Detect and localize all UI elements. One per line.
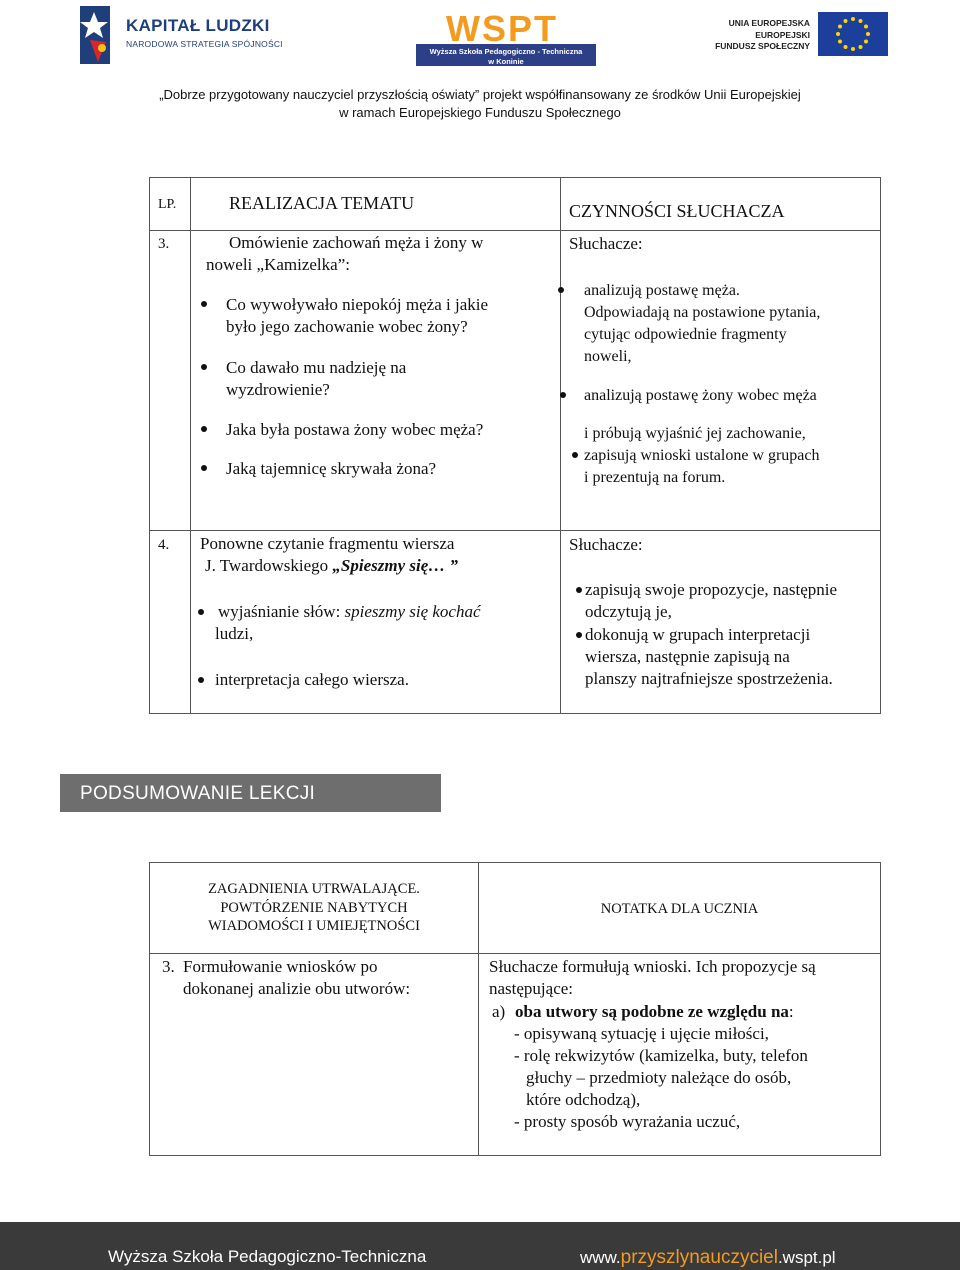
bullet-icon bbox=[558, 287, 564, 293]
eu-line-2: EUROPEJSKI bbox=[755, 30, 810, 40]
kapital-ludzki-emblem-icon bbox=[76, 2, 122, 68]
summary-left-header bbox=[150, 880, 478, 936]
summary-left-line-2: dokonanej analizie obu utworów: bbox=[183, 979, 411, 998]
bullet-icon bbox=[198, 677, 204, 683]
note-line-8: - prosty sposób wyrażania uczuć, bbox=[514, 1112, 741, 1131]
col-divider-1 bbox=[190, 177, 191, 714]
summary-left-number: 3. bbox=[162, 957, 175, 976]
footer-url-prefix: www. bbox=[580, 1248, 621, 1267]
note-line-6: głuchy – przedmioty należące do osób, bbox=[526, 1068, 792, 1087]
summary-left-line-1: Formułowanie wniosków po bbox=[183, 957, 378, 976]
bullet-icon bbox=[576, 632, 582, 638]
note-point-a-label: a) bbox=[492, 1002, 506, 1021]
activity-2: analizują postawę żony wobec męża bbox=[584, 387, 817, 404]
summary-section-heading bbox=[60, 774, 441, 812]
activity-3-line-2: zapisują wnioski ustalone w grupach bbox=[584, 447, 820, 464]
bullet-icon bbox=[560, 392, 566, 398]
activity-1-line-2: odczytują je, bbox=[585, 602, 672, 621]
kapital-ludzki-title: KAPITAŁ LUDZKI bbox=[126, 16, 270, 35]
wspt-logo bbox=[386, 6, 618, 66]
note-point-a bbox=[515, 1001, 794, 1023]
eu-line-3: FUNDUSZ SPOŁECZNY bbox=[715, 41, 810, 51]
row-number: 4. bbox=[158, 537, 170, 553]
eu-flag-icon bbox=[818, 12, 888, 56]
activity-2-line-3: planszy najtrafniejsze spostrzeżenia. bbox=[585, 669, 833, 688]
activity-1-line-3: cytując odpowiednie fragmenty bbox=[584, 326, 787, 343]
task-1-prefix: wyjaśnianie słów: bbox=[218, 602, 345, 621]
activity-1-line-1: analizują postawę męża. bbox=[584, 282, 740, 299]
note-point-a-bold: oba utwory są podobne ze względu na bbox=[515, 1002, 789, 1021]
note-point-a-colon: : bbox=[788, 1002, 794, 1021]
poet-name: J. Twardowskiego bbox=[205, 556, 333, 575]
header-lp: LP. bbox=[158, 197, 177, 212]
footer-website-link[interactable] bbox=[580, 1247, 836, 1269]
project-caption-line-2: w ramach Europejskiego Funduszu Społecznego bbox=[339, 105, 621, 120]
bullet-icon bbox=[198, 609, 204, 615]
question-3: Jaka była postawa żony wobec męża? bbox=[226, 420, 484, 439]
kapital-ludzki-logo bbox=[76, 2, 286, 68]
summary-left-header-line-2: POWTÓRZENIE NABYTYCH bbox=[220, 899, 408, 916]
listeners-label: Słuchacze: bbox=[569, 234, 643, 253]
bullet-icon bbox=[201, 426, 207, 432]
note-line-2: następujące: bbox=[489, 979, 574, 998]
question-1-line-1: Co wywoływało niepokój męża i jakie bbox=[226, 295, 489, 314]
summary-title: PODSUMOWANIE LEKCJI bbox=[80, 783, 316, 804]
note-line-7: które odchodzą), bbox=[526, 1090, 641, 1109]
bullet-icon bbox=[201, 301, 207, 307]
header-activities: CZYNNOŚCI SŁUCHACZA bbox=[569, 201, 785, 221]
wspt-line-2: w Koninie bbox=[488, 57, 524, 66]
note-line-1: Słuchacze formułują wnioski. Ich propozycje są bbox=[489, 957, 816, 976]
header-topic: REALIZACJA TEMATU bbox=[229, 193, 415, 213]
question-2-line-2: wyzdrowienie? bbox=[226, 380, 330, 399]
row-intro-line-1: Omówienie zachowań męża i żony w bbox=[229, 233, 484, 252]
project-caption-line-1: „Dobrze przygotowany nauczyciel przyszłością oświaty” projekt współfinansowany ze środków Unii Europejskiej bbox=[159, 87, 801, 102]
summary-left-header-line-1: ZAGADNIENIA UTRWALAJĄCE. bbox=[208, 881, 420, 897]
note-line-4: - opisywaną sytuację i ujęcie miłości, bbox=[514, 1024, 769, 1043]
activity-2-line-2: wiersza, następnie zapisują na bbox=[585, 647, 790, 666]
listeners-label: Słuchacze: bbox=[569, 535, 643, 554]
row-divider bbox=[149, 530, 881, 531]
bullet-icon bbox=[572, 452, 578, 458]
poem-title-close-quote: ” bbox=[445, 556, 459, 575]
activity-3-line-3: i prezentują na forum. bbox=[584, 469, 726, 486]
bullet-icon bbox=[201, 465, 207, 471]
poem-title: „Spieszmy się… bbox=[332, 556, 446, 575]
question-4: Jaką tajemnicę skrywała żona? bbox=[226, 459, 437, 478]
question-1-line-2: było jego zachowanie wobec żony? bbox=[226, 317, 468, 336]
wspt-wordmark: WSPT bbox=[446, 8, 558, 49]
question-2-line-1: Co dawało mu nadzieję na bbox=[226, 358, 407, 377]
task-1-quote: spieszmy się kochać bbox=[344, 602, 481, 621]
row-number: 3. bbox=[158, 236, 170, 252]
page-header bbox=[0, 0, 960, 70]
kapital-ludzki-subtitle: NARODOWA STRATEGIA SPÓJNOŚCI bbox=[126, 39, 283, 49]
task-1-line-2: ludzi, bbox=[215, 624, 254, 643]
summary-header-divider bbox=[149, 953, 881, 954]
bullet-icon bbox=[576, 587, 582, 593]
bullet-icon bbox=[201, 364, 207, 370]
note-line-5: - rolę rekwizytów (kamizelka, buty, telefon bbox=[514, 1046, 808, 1065]
col-divider-2 bbox=[560, 177, 561, 714]
wspt-line-1: Wyższa Szkoła Pedagogiczno - Techniczna bbox=[429, 47, 583, 56]
activity-1-line-2: Odpowiadają na postawione pytania, bbox=[584, 304, 821, 321]
summary-left-header-line-3: WIADOMOŚCI I UMIEJĘTNOŚCI bbox=[208, 918, 420, 934]
summary-right-header: NOTATKA DLA UCZNIA bbox=[600, 901, 759, 917]
project-caption bbox=[0, 86, 960, 122]
eu-logo bbox=[715, 12, 888, 56]
row-intro-line-2: noweli „Kamizelka”: bbox=[206, 255, 350, 274]
task-1-line-1 bbox=[218, 601, 481, 623]
row-intro-line-2 bbox=[205, 555, 458, 577]
activity-3-line-1: i próbują wyjaśnić jej zachowanie, bbox=[584, 425, 806, 442]
row-intro-line-1: Ponowne czytanie fragmentu wiersza bbox=[200, 534, 455, 553]
activity-1-line-1: zapisują swoje propozycje, następnie bbox=[585, 580, 838, 599]
task-2: interpretacja całego wiersza. bbox=[215, 670, 409, 689]
footer-url-suffix: .wspt.pl bbox=[777, 1248, 836, 1267]
activity-2-line-1: dokonują w grupach interpretacji bbox=[585, 625, 811, 644]
footer-url-highlight: przyszlynauczyciel bbox=[620, 1247, 778, 1268]
page-footer bbox=[0, 1222, 960, 1270]
eu-line-1: UNIA EUROPEJSKA bbox=[728, 18, 810, 28]
header-row-divider bbox=[149, 230, 881, 231]
activity-1-line-4: noweli, bbox=[584, 348, 632, 365]
footer-school-name: Wyższa Szkoła Pedagogiczno-Techniczna bbox=[108, 1247, 427, 1266]
